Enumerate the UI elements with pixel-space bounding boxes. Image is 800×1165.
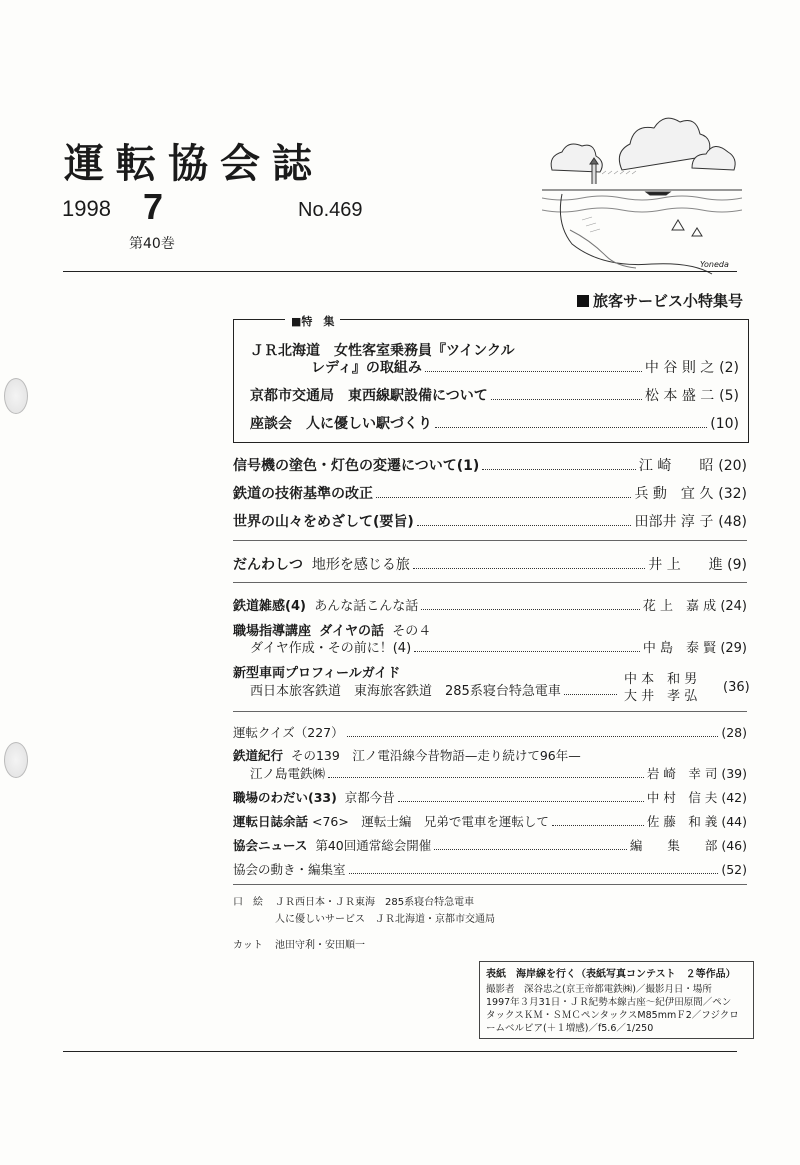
quiz-row: 運転クイズ（227） (28) [233, 725, 747, 740]
section-divider [233, 711, 747, 712]
issue-number: No.469 [298, 199, 363, 221]
feature-2-row: 京都市交通局 東西線駅設備について 松 本 盛 二 (5) [250, 388, 739, 404]
guide-page: (36) [723, 680, 750, 695]
misc-row: 職場のわだい(33) 京都今昔 中 村 信 夫 (42) [233, 790, 747, 805]
cover-line: 撮影者 深谷忠之(京王帝都電鉄㈱)／撮影月日・場所 [486, 984, 712, 995]
feature-tag: ■特 集 [285, 313, 340, 329]
cover-title: 表紙 海岸線を行く（表紙写真コンテスト ２等作品） [486, 969, 736, 980]
lecture-heading: 職場指導講座 ダイヤの話 その４ [233, 624, 432, 639]
article-row: 鉄道の技術基準の改正 兵 動 宜 久 (32) [233, 486, 747, 502]
misc-row: 協会ニュース 第40回通常総会開催 編 集 部 (46) [233, 838, 747, 853]
coastal-illustration [542, 110, 742, 276]
section-divider [233, 582, 747, 583]
issue-year: 1998 [62, 196, 111, 221]
section-divider [233, 540, 747, 541]
cut-names: 池田守利・安田順一 [275, 940, 365, 951]
binder-hole-top [4, 378, 28, 414]
guide-row: 西日本旅客鉄道 東海旅客鉄道 285系寝台特急電車 [250, 680, 620, 699]
travel-row: 江ノ島電鉄㈱ 岩 崎 幸 司 (39) [250, 766, 747, 781]
guide-heading: 新型車両プロフィールガイド [233, 666, 401, 681]
footer-rule [63, 1051, 737, 1052]
frontispiece-label: 口 絵 [233, 897, 263, 908]
binder-hole-bottom [4, 742, 28, 778]
header-rule [63, 271, 737, 272]
issue-month: 7 [143, 186, 164, 227]
cover-caption-box [479, 961, 754, 1039]
magazine-title: 運転協会誌 [64, 140, 324, 187]
cover-line: ームベルビア(＋１増感)／f5.6／1/250 [486, 1023, 654, 1034]
volume-number: 第40巻 [129, 236, 175, 252]
article-row: 信号機の塗色・灯色の変遷について(1) 江 崎 昭 (20) [233, 458, 747, 474]
frontispiece-line-1: ＪＲ西日本・ＪＲ東海 285系寝台特急電車 [275, 897, 475, 908]
artist-signature: Yoneda [700, 260, 729, 269]
misc-row: 協会の動き・編集室 (52) [233, 862, 747, 877]
guide-authors: 中 本 和 男 大 井 孝 弘 [624, 672, 698, 704]
special-issue-banner: 旅客サービス小特集号 [577, 290, 743, 311]
article-row: 鉄道雑感(4) あんな話こんな話 花 上 嘉 成 (24) [233, 599, 747, 614]
cover-line: タックスＫＭ・ＳＭＣペンタックスM85mmＦ2／フジクロ [486, 1010, 739, 1021]
article-row: 世界の山々をめざして(要旨) 田部井 淳 子 (48) [233, 514, 747, 530]
travel-heading: 鉄道紀行 その139 江ノ電沿線今昔物語—走り続けて96年— [233, 748, 581, 763]
feature-3-row: 座談会 人に優しい駅づくり (10) [250, 416, 739, 432]
section-divider [233, 884, 747, 885]
column-row: だんわしつ 地形を感じる旅 井 上 進 (9) [233, 557, 747, 573]
feature-1-title: ＪＲ北海道 女性客室乗務員『ツインクル [250, 343, 515, 359]
cover-line: 1997年３月31日・ＪＲ紀勢本線古座〜紀伊田原間／ペン [486, 997, 732, 1008]
cut-label: カット [233, 940, 263, 951]
misc-row: 運転日誌余話 <76> 運転士編 兄弟で電車を運転して 佐 藤 和 義 (44) [233, 814, 747, 829]
frontispiece-line-2: 人に優しいサービス ＪＲ北海道・京都市交通局 [275, 914, 495, 925]
lecture-row: ダイヤ作成・その前に！(4) 中 島 泰 賢 (29) [250, 641, 747, 656]
feature-1-row: レディ』の取組み 中 谷 則 之 (2) [311, 360, 739, 376]
